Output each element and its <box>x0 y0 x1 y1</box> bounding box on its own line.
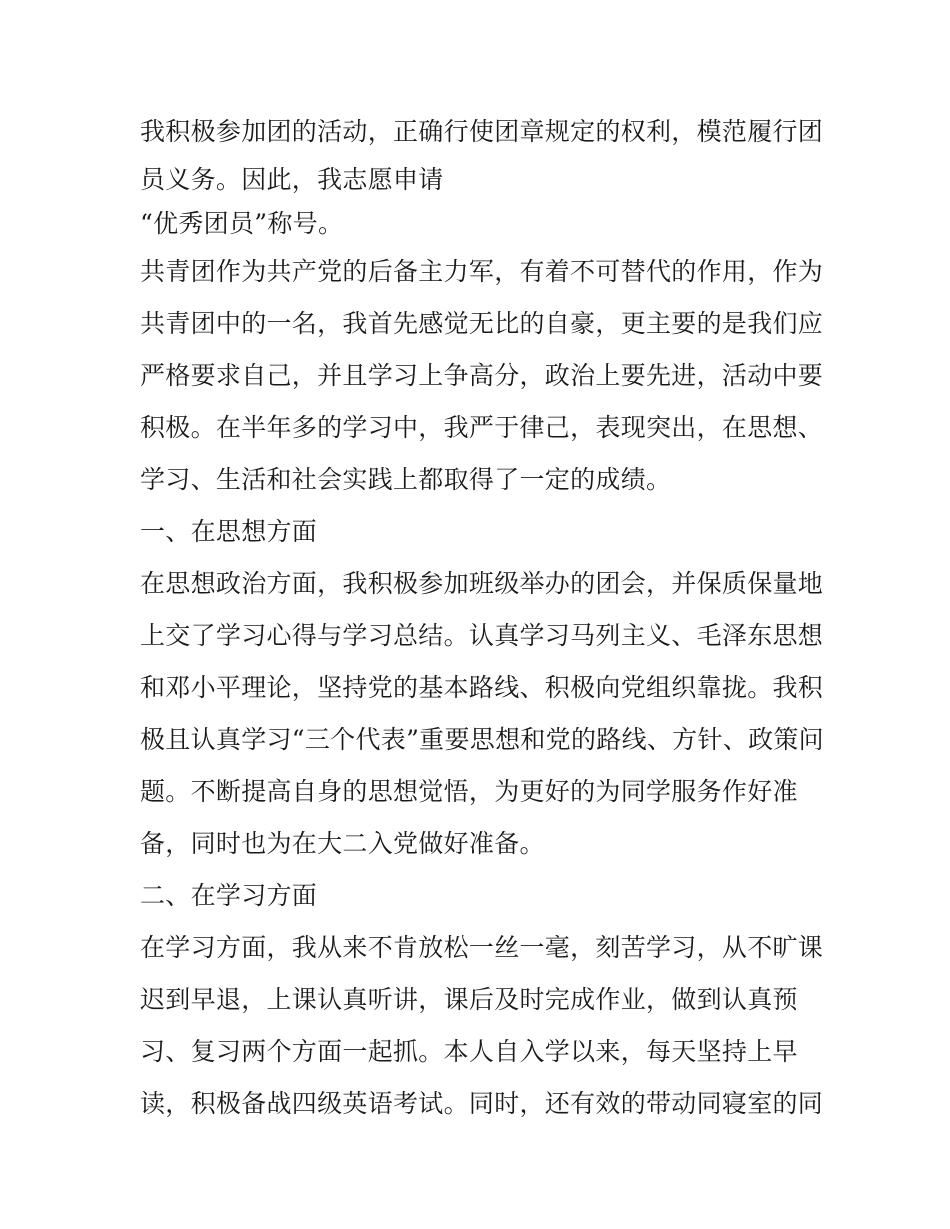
text-line: 和邓小平理论，坚持党的基本路线、积极向党组织靠拢。我积 <box>140 673 824 702</box>
text-line: 极且认真学习“三个代表”重要思想和党的路线、方针、政策问 <box>140 725 824 754</box>
section-heading: 二、在学习方面 <box>140 881 318 910</box>
text-line: 在学习方面，我从来不肯放松一丝一毫，刻苦学习，从不旷课 <box>140 933 824 962</box>
text-line: 严格要求自己，并且学习上争高分，政治上要先进，活动中要 <box>140 361 824 390</box>
text-line: 员义务。因此，我志愿申请 <box>140 165 444 194</box>
text-line: 积极。在半年多的学习中，我严于律己，表现突出，在思想、 <box>140 413 824 442</box>
text-line: 习、复习两个方面一起抓。本人自入学以来，每天坚持上早 <box>140 1037 798 1066</box>
document-body <box>140 106 824 1130</box>
text-line: 我积极参加团的活动，正确行使团章规定的权利，模范履行团 <box>140 117 824 146</box>
text-line: 上交了学习心得与学习总结。认真学习马列主义、毛泽东思想 <box>140 621 824 650</box>
text-line: 学习、生活和社会实践上都取得了一定的成绩。 <box>140 465 672 494</box>
section-heading: 一、在思想方面 <box>140 517 318 546</box>
text-line: 备，同时也为在大二入党做好准备。 <box>140 829 545 858</box>
text-line: 迟到早退，上课认真听讲，课后及时完成作业，做到认真预 <box>140 985 798 1014</box>
text-line: 读，积极备战四级英语考试。同时，还有效的带动同寝室的同 <box>140 1089 824 1118</box>
text-line: 题。不断提高自身的思想觉悟，为更好的为同学服务作好准 <box>140 777 798 806</box>
text-line: “优秀团员”称号。 <box>140 209 344 238</box>
text-line: 共青团作为共产党的后备主力军，有着不可替代的作用，作为 <box>140 257 824 286</box>
text-line: 在思想政治方面，我积极参加班级举办的团会，并保质保量地 <box>140 569 824 598</box>
text-line: 共青团中的一名，我首先感觉无比的自豪，更主要的是我们应 <box>140 309 824 338</box>
